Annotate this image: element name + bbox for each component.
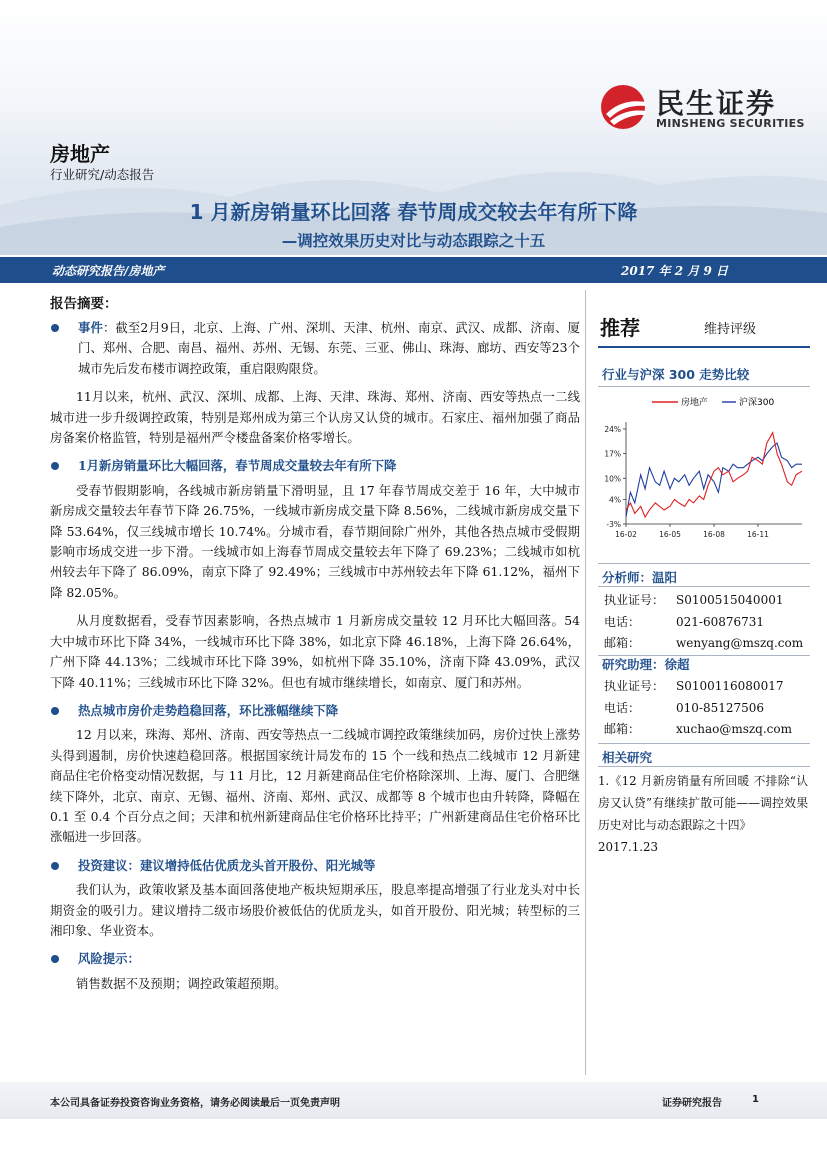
analyst-contact xyxy=(604,590,809,655)
info-bar-date: 2017 年 2 月 9 日 xyxy=(621,264,728,278)
paragraph-risk: 销售数据不及预期；调控政策超预期。 xyxy=(76,975,287,991)
assistant-contact xyxy=(604,676,809,741)
phone-value: 010-85127506 xyxy=(676,700,765,715)
phone-label: 电话： xyxy=(604,614,641,629)
bullet-icon xyxy=(51,862,59,870)
divider xyxy=(598,766,810,767)
heading-text: 投资建议：建议增持低估优质龙头首开股份、阳光城等 xyxy=(78,857,376,873)
column-divider xyxy=(585,290,586,1075)
summary-body xyxy=(50,318,580,1002)
assistant-license-row xyxy=(604,676,809,698)
paragraph-monthly-sales: 从月度数据看，受春节因素影响，各热点城市 1 月新房成交量较 12 月环比大幅回落。54 大中城市环比下降 34%，一线城市环比下降 38%，如北京下降 46.18%，上海下降 26.64%，广州下降 44.13%；二线城市环比下降 39%，如杭州下降 35.10%，济南下降 43.09%，武汉下降 40.11%；三线城市环比下降 32%。但也有城市继续增长，如南京、厦门和苏州。 xyxy=(50,613,580,690)
page-number: 1 xyxy=(752,1094,759,1105)
divider xyxy=(598,386,810,387)
x-tick-label: 16-08 xyxy=(703,530,725,539)
logo-english-name: MINSHENG SECURITIES xyxy=(656,117,805,130)
event-label: 事件 xyxy=(78,320,103,335)
y-axis xyxy=(604,422,626,529)
phone-value: 021-60876731 xyxy=(676,614,765,629)
related-research xyxy=(598,770,808,858)
email-link[interactable]: xuchao@mszq.com xyxy=(676,722,793,736)
footer-doc-type: 证券研究报告 xyxy=(662,1098,722,1109)
event-text: ：截至2月9日，北京、上海、广州、深圳、天津、杭州、南京、武汉、成都、济南、厦门、郑州、合肥、南昌、福州、苏州、无锡、东莞、三亚、佛山、珠海、廊坊、西安等23个城市先后发布楼市调控政策，重启限购限贷。 xyxy=(78,320,580,376)
bullet-icon xyxy=(51,324,59,332)
logo-chinese-name: 民生证券 xyxy=(656,87,777,120)
rating-status: 维持评级 xyxy=(704,322,757,337)
email-link[interactable]: wenyang@mszq.com xyxy=(676,636,804,650)
heading-text: 热点城市房价走势趋稳回落，环比涨幅继续下降 xyxy=(78,702,339,718)
x-tick-label: 16-05 xyxy=(659,530,681,539)
plot-area xyxy=(626,433,802,517)
related-heading: 相关研究 xyxy=(602,750,653,765)
heading-text: 风险提示： xyxy=(78,951,140,967)
section-heading-prices xyxy=(50,701,580,721)
y-tick-label: -3% xyxy=(606,520,621,529)
bullet-icon xyxy=(51,955,59,963)
y-tick-label: 10% xyxy=(604,474,621,484)
related-item-link[interactable]: 1.《12 月新房销量有所回暖 不排除“认房又认贷”有继续扩散可能——调控效果历史对比与动态跟踪之十四》 xyxy=(598,774,808,832)
section-heading-investment xyxy=(50,856,580,876)
analyst-email-row xyxy=(604,633,809,655)
divider xyxy=(598,346,810,348)
license-label: 执业证号： xyxy=(604,593,665,607)
heading-text: 1月新房销量环比大幅回落，春节周成交量较去年有所下降 xyxy=(78,458,397,474)
paragraph-policy: 11月以来，杭州、武汉、深圳、成都、上海、天津、珠海、郑州、济南、西安等热点一二线城市进一步升级调控政策，特别是郑州成为第三个认房又认贷的城市。石家庄、福州加强了商品房备案价格监管，特别是福州严令楼盘备案价格零增长。 xyxy=(50,389,580,446)
report-title: 1 月新房销量环比回落 春节周成交较去年有所下降 xyxy=(189,200,638,224)
summary-heading: 报告摘要： xyxy=(50,296,118,312)
license-value: S0100116080017 xyxy=(676,679,784,693)
x-tick-label: 16-11 xyxy=(747,530,769,539)
rating-label: 推荐 xyxy=(600,316,640,340)
related-item-date: 2017.1.23 xyxy=(598,840,659,854)
chart-legend xyxy=(652,396,774,408)
section-heading-risk xyxy=(50,949,580,969)
bullet-icon xyxy=(51,707,59,715)
divider xyxy=(598,743,810,744)
event-bullet xyxy=(50,318,580,379)
y-tick-label: 24% xyxy=(604,425,621,435)
y-tick-label: 17% xyxy=(604,449,621,459)
license-label: 执业证号： xyxy=(604,679,665,693)
x-axis xyxy=(615,524,802,539)
assistant-phone-row xyxy=(604,698,809,720)
legend-label-hs300: 沪深300 xyxy=(739,398,775,408)
paragraph-prices: 12 月以来，珠海、郑州、济南、西安等热点一二线城市调控政策继续加码，房价过快上涨势头得到遏制，房价快速趋稳回落。根据国家统计局发布的 15 个一线和热点二线城市 12 月新建商品住宅价格变动情况数据，与 11 月比，12 月新建商品住宅价格除深圳、上海、厦门、合肥继续下降外，北京、南京、无锡、福州、济南、郑州、武汉、成都等 8 个城市也由升转降，降幅在 0.1 至 0.4 个百分点之间；天津和杭州新建商品住宅价格环比持平；广州新建商品住宅价格环比涨幅进一步回落。 xyxy=(50,727,580,845)
bullet-icon xyxy=(51,462,59,470)
sector-label: 房地产 xyxy=(50,142,110,166)
assistant-heading: 研究助理：徐超 xyxy=(602,657,690,672)
divider xyxy=(598,563,810,564)
analyst-heading: 分析师：温阳 xyxy=(602,570,678,585)
minsheng-logo-icon xyxy=(600,84,650,130)
section-heading-sales xyxy=(50,456,580,476)
report-subtitle: —调控效果历史对比与动态跟踪之十五 xyxy=(281,232,546,250)
analyst-phone-row xyxy=(604,612,809,634)
paragraph-holiday-sales: 受春节假期影响，各线城市新房销量下滑明显，且 17 年春节周成交差于 16 年，大中城市新房成交量较去年春节下降 26.75%，一线城市新房成交量下降 8.56%，二线城市新房成交量下降 53.64%，仅三线城市增长 10.74%。分城市看，春节期间除广州外，其他各热点城市受假期影响市场成交进一步下滑。一线城市如上海春节周成交量较去年下降了 69.23%；二线城市如杭州较去年下降了 86.09%，南京下降了 92.49%；三线城市中苏州较去年下降 61.12%，福州下降 82.05%。 xyxy=(50,482,580,600)
license-value: S0100515040001 xyxy=(676,593,784,607)
analyst-license-row xyxy=(604,590,809,612)
assistant-email-row xyxy=(604,719,809,741)
divider xyxy=(598,586,810,587)
report-type: 行业研究/动态报告 xyxy=(50,167,155,182)
trend-chart xyxy=(596,390,812,550)
y-tick-label: 4% xyxy=(609,495,621,505)
email-label: 邮箱： xyxy=(604,722,641,736)
info-bar-category: 动态研究报告/房地产 xyxy=(52,264,165,278)
email-label: 邮箱： xyxy=(604,636,641,650)
x-tick-label: 16-02 xyxy=(615,530,637,539)
legend-label-fangdichan: 房地产 xyxy=(681,398,709,408)
footer-disclaimer: 本公司具备证券投资咨询业务资格，请务必阅读最后一页免责声明 xyxy=(50,1098,340,1109)
phone-label: 电话： xyxy=(604,700,641,715)
chart-title: 行业与沪深 300 走势比较 xyxy=(602,367,750,382)
paragraph-investment: 我们认为，政策收紧及基本面回落使地产板块短期承压，股息率提高增强了行业龙头对中长期资金的吸引力。建议增持二级市场股价被低估的优质龙头，如首开股份、阳光城；转型标的三湘印象、华业资本。 xyxy=(50,882,580,938)
